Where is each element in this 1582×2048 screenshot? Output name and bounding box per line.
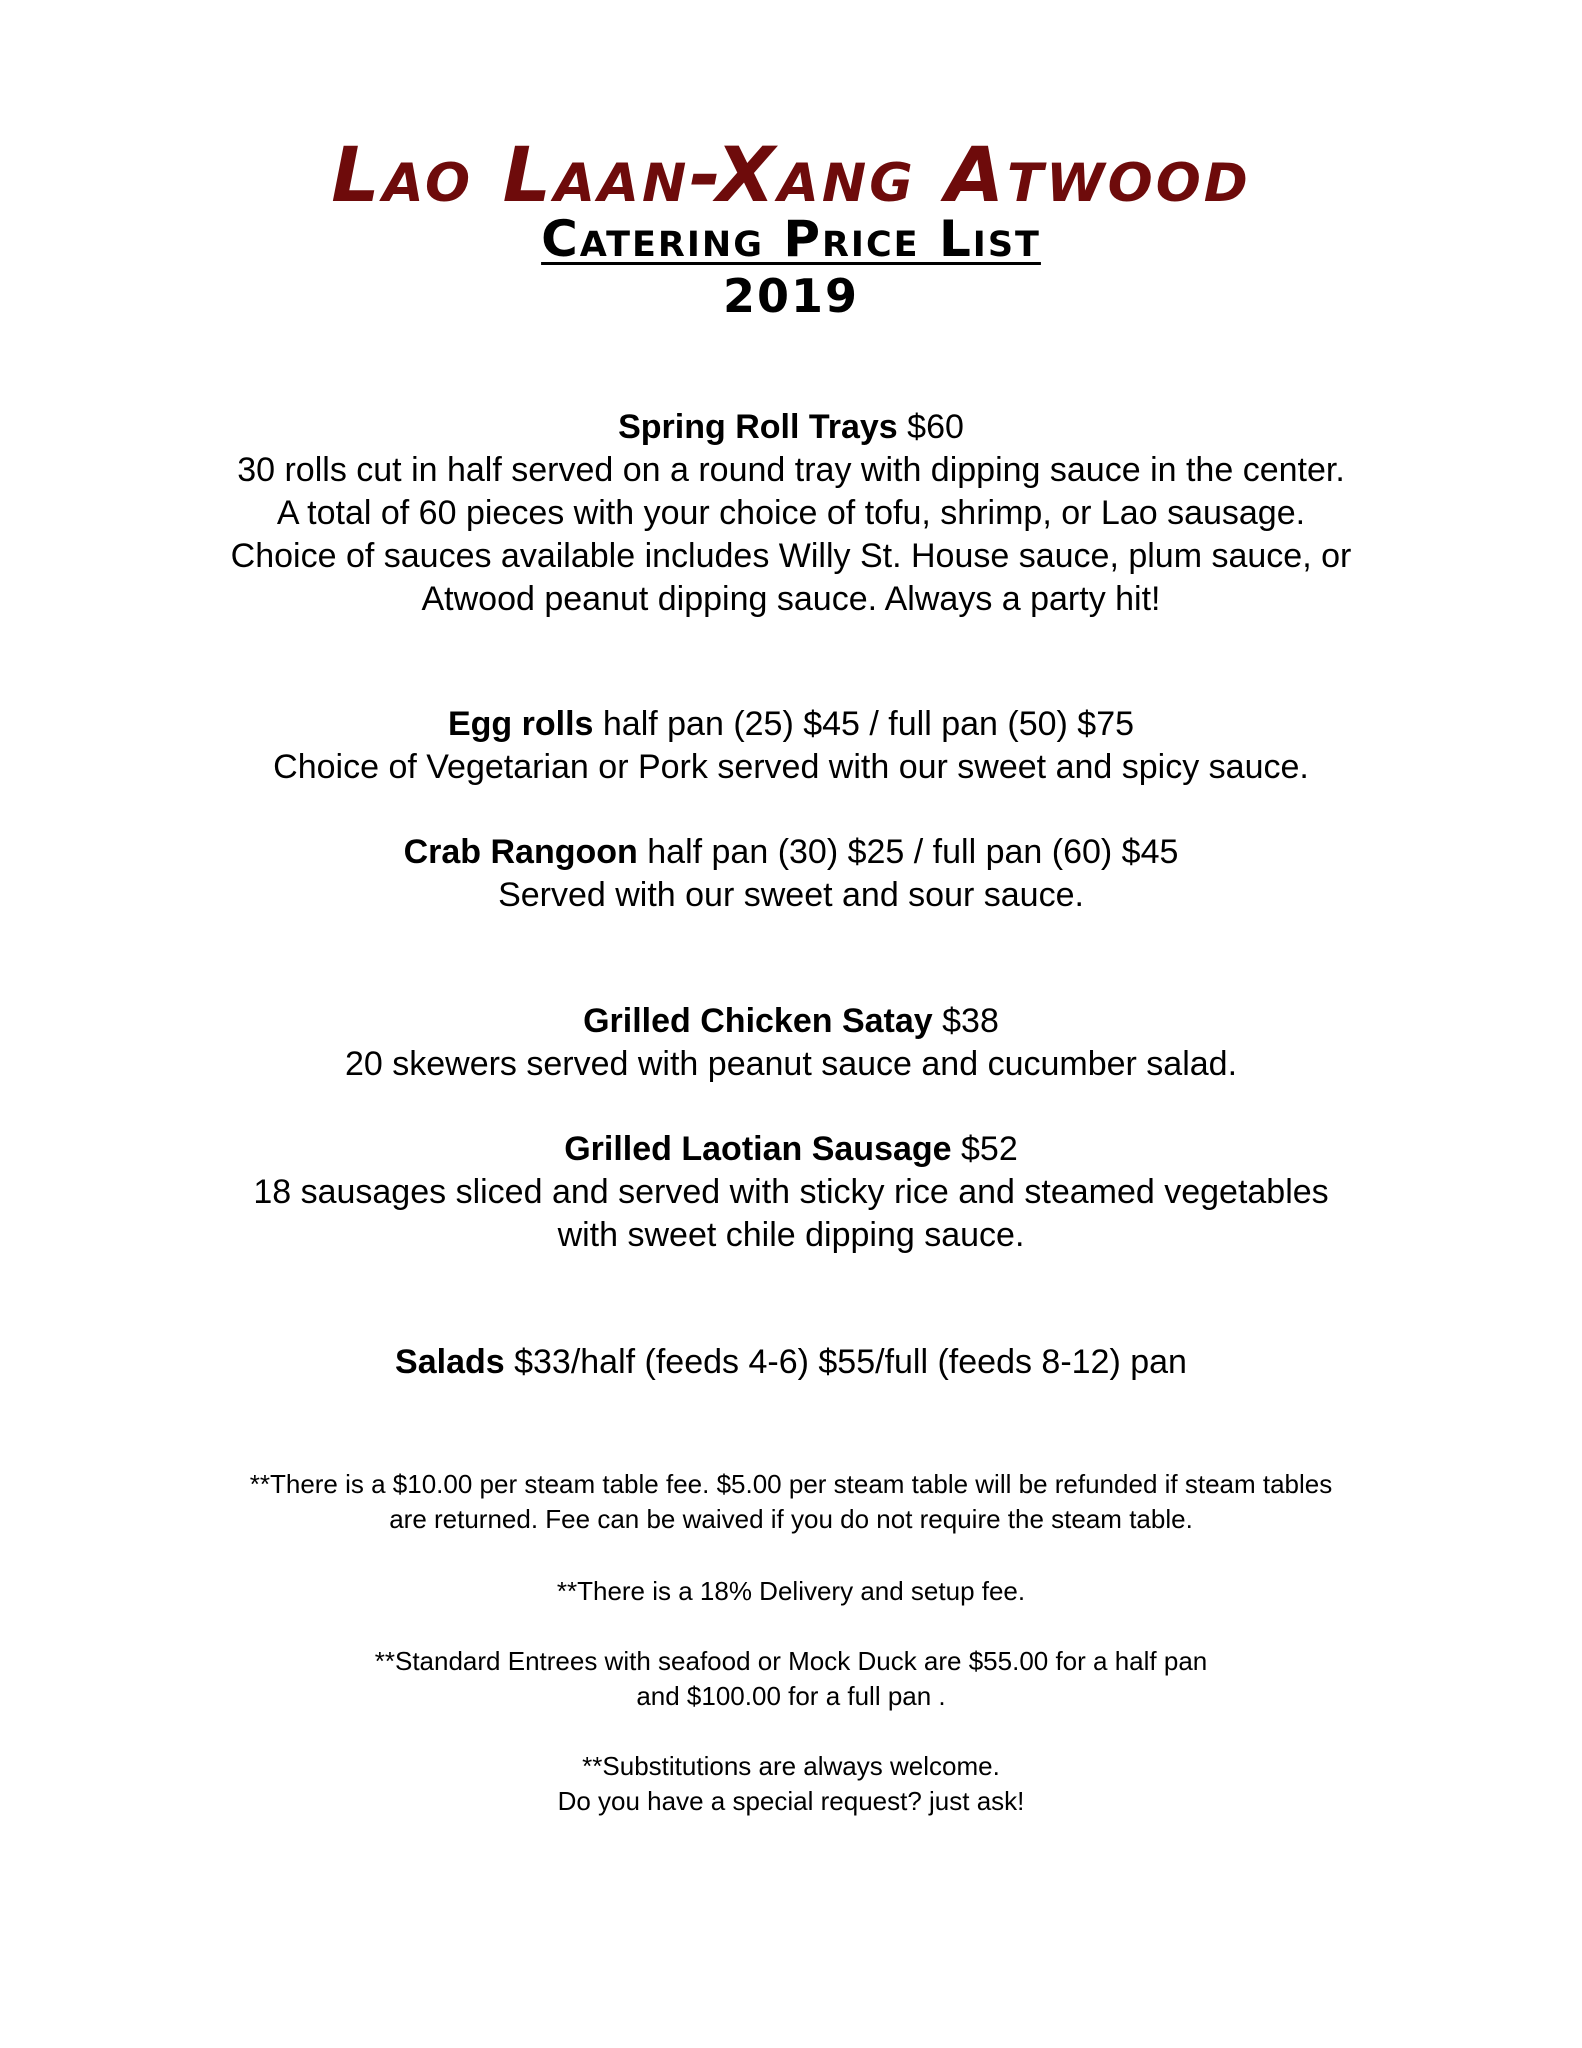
item-description-line: with sweet chile dipping sauce. bbox=[557, 1216, 1025, 1254]
item-description-line: 18 sausages sliced and served with sticky rice and steamed vegetables bbox=[253, 1173, 1329, 1211]
item-heading bbox=[0, 406, 1582, 449]
item-name: Crab Rangoon bbox=[403, 833, 638, 871]
item-name: Grilled Laotian Sausage bbox=[564, 1130, 952, 1168]
restaurant-name: Lao Laan-Xang Atwood bbox=[331, 130, 1251, 219]
note-line: Do you have a special request? just ask! bbox=[557, 1786, 1025, 1816]
item-price: $60 bbox=[897, 408, 964, 446]
menu-item-spring-roll-trays bbox=[0, 406, 1582, 621]
item-heading bbox=[0, 1128, 1582, 1171]
item-price: $38 bbox=[932, 1002, 999, 1040]
item-description-line: Served with our sweet and sour sauce. bbox=[498, 876, 1084, 914]
menu-item-crab-rangoon bbox=[0, 831, 1582, 917]
note-standard-entrees bbox=[0, 1644, 1582, 1714]
item-heading bbox=[0, 1000, 1582, 1043]
menu-subtitle-text: Catering Price List bbox=[541, 210, 1041, 268]
item-description-line: Atwood peanut dipping sauce. Always a party hit! bbox=[421, 580, 1161, 618]
note-line: **There is a 18% Delivery and setup fee. bbox=[556, 1576, 1026, 1606]
item-description-line: Choice of Vegetarian or Pork served with our sweet and spicy sauce. bbox=[273, 748, 1309, 786]
item-heading bbox=[0, 703, 1582, 746]
menu-item-egg-rolls bbox=[0, 703, 1582, 789]
item-price: half pan (30) $25 / full pan (60) $45 bbox=[637, 833, 1179, 871]
item-price: $33/half (feeds 4-6) $55/full (feeds 8-12) pan bbox=[504, 1343, 1187, 1381]
item-description-line: A total of 60 pieces with your choice of tofu, shrimp, or Lao sausage. bbox=[276, 494, 1306, 532]
note-steam-table-fee bbox=[0, 1467, 1582, 1537]
note-delivery-fee bbox=[0, 1574, 1582, 1609]
item-heading bbox=[0, 1341, 1582, 1384]
menu-subtitle bbox=[0, 210, 1582, 268]
item-name: Grilled Chicken Satay bbox=[583, 1002, 933, 1040]
item-description-line: Choice of sauces available includes Willy St. House sauce, plum sauce, or bbox=[230, 537, 1352, 575]
menu-item-grilled-chicken-satay bbox=[0, 1000, 1582, 1086]
menu-year: 2019 bbox=[722, 269, 860, 323]
item-name: Spring Roll Trays bbox=[618, 408, 898, 446]
item-name: Salads bbox=[395, 1343, 505, 1381]
item-price: $52 bbox=[951, 1130, 1018, 1168]
note-line: **Substitutions are always welcome. bbox=[582, 1751, 1000, 1781]
note-substitutions bbox=[0, 1749, 1582, 1819]
note-line: **There is a $10.00 per steam table fee. $5.00 per steam table will be refunded if steam tables bbox=[249, 1469, 1333, 1499]
note-line: are returned. Fee can be waived if you do not require the steam table. bbox=[389, 1504, 1193, 1534]
menu-item-grilled-laotian-sausage bbox=[0, 1128, 1582, 1257]
item-heading bbox=[0, 831, 1582, 874]
item-name: Egg rolls bbox=[447, 705, 594, 743]
note-line: **Standard Entrees with seafood or Mock Duck are $55.00 for a half pan bbox=[374, 1646, 1208, 1676]
item-description-line: 30 rolls cut in half served on a round tray with dipping sauce in the center. bbox=[237, 451, 1345, 489]
menu-item-salads bbox=[0, 1341, 1582, 1384]
item-description-line: 20 skewers served with peanut sauce and cucumber salad. bbox=[344, 1045, 1238, 1083]
item-price: half pan (25) $45 / full pan (50) $75 bbox=[593, 705, 1135, 743]
note-line: and $100.00 for a full pan . bbox=[636, 1681, 946, 1711]
